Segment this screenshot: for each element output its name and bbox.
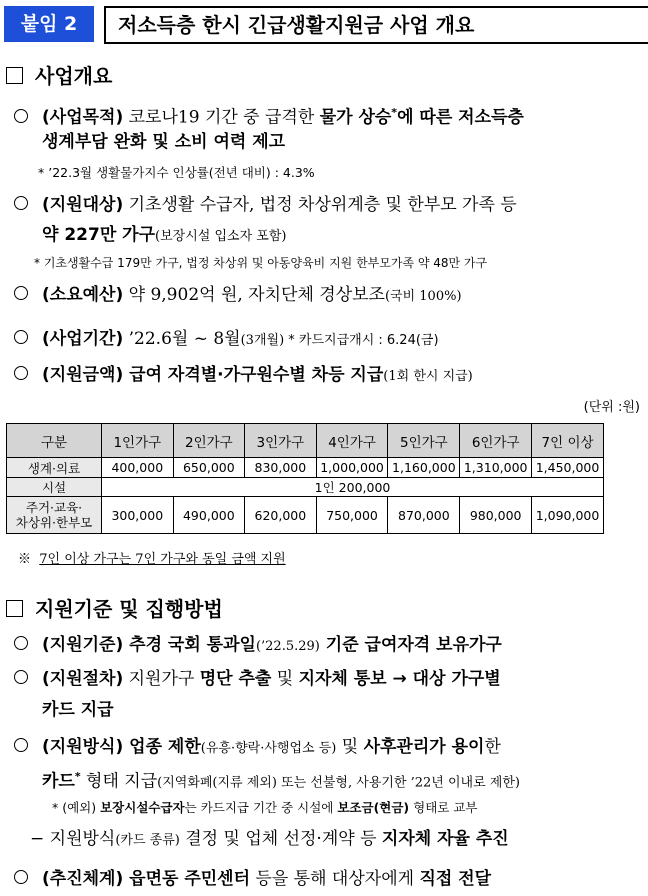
method-sub-bold: 지자체 자율 추진 — [381, 829, 509, 849]
row-label-line1: 주거·교육· — [25, 500, 83, 515]
method-line2-bold: 카드 — [42, 771, 75, 792]
section-title: 지원기준 및 집행방법 — [35, 597, 223, 621]
dash-bullet: − — [30, 829, 45, 849]
table-row — [7, 458, 604, 478]
table-header-cell: 1인가구 — [102, 424, 174, 458]
asterisk-mark: * — [391, 106, 398, 119]
circle-bullet-icon — [14, 109, 28, 123]
period-item — [14, 326, 439, 354]
system-label: (추진체계) — [42, 869, 124, 889]
footnote-mark: ※ — [18, 552, 32, 567]
table-header-cell: 3인가구 — [245, 424, 317, 458]
criteria-bold-2: 기준 급여자격 보유가구 — [319, 635, 502, 655]
method-sub-small: (카드 종류) — [115, 833, 180, 848]
budget-label: (소요예산) — [42, 285, 124, 305]
circle-bullet-icon — [14, 738, 28, 752]
circle-bullet-icon — [14, 636, 28, 650]
unit-label: (단위 :원) — [583, 400, 640, 415]
section-method-heading — [6, 593, 223, 622]
method-sub-text-2: 결정 및 업체 선정·계약 등 — [179, 829, 382, 849]
method-label: (지원방식) — [42, 737, 124, 757]
method-text-2: 한 — [484, 737, 501, 757]
table-cell: 1,450,000 — [532, 458, 604, 478]
row-label-line2: 차상위·한부모 — [15, 515, 93, 530]
purpose-note: * ’22.3월 생활물가지수 인상률(전년 대비) : 4.3% — [38, 165, 315, 180]
system-item — [14, 866, 491, 892]
note-text: 형태로 교부 — [409, 800, 478, 815]
amount-label: (지원금액) — [42, 365, 124, 385]
note-text: 는 카드지급 기간 중 시설에 — [184, 800, 338, 815]
procedure-bold: 명단 추출 — [199, 669, 272, 689]
table-cell: 830,000 — [245, 458, 317, 478]
method-item — [14, 734, 501, 762]
amount-small: (1회 한시 지급) — [383, 369, 473, 384]
page-title: 저소득층 한시 긴급생활지원금 사업 개요 — [104, 6, 648, 44]
method-small: (유흥·향락·사행업소 등) — [200, 741, 337, 756]
method-bold-2: 사후관리가 용이 — [363, 737, 485, 757]
circle-bullet-icon — [14, 366, 28, 380]
method-line2 — [42, 764, 520, 797]
table-cell: 1인 200,000 — [102, 478, 604, 497]
criteria-label: (지원기준) — [42, 635, 124, 655]
table-footnote — [18, 548, 286, 567]
target-bold: 약 227만 가구 — [42, 225, 156, 245]
purpose-item — [14, 100, 524, 131]
circle-bullet-icon — [14, 330, 28, 344]
table-header-cell: 6인가구 — [460, 424, 532, 458]
procedure-label: (지원절차) — [42, 669, 124, 689]
criteria-bold: 추경 국회 통과일 — [123, 635, 256, 655]
section-title: 사업개요 — [35, 64, 113, 88]
procedure-item — [14, 666, 501, 692]
circle-bullet-icon — [14, 670, 28, 684]
circle-bullet-icon — [14, 196, 28, 210]
period-small: (3개월) — [240, 333, 285, 348]
system-bold-2: 직접 전달 — [419, 869, 492, 889]
method-bold: 업종 제한 — [123, 737, 201, 757]
procedure-text: 지원가구 — [123, 669, 200, 689]
table-cell: 870,000 — [388, 497, 460, 534]
period-label: (사업기간) — [42, 329, 124, 349]
amount-bold: 급여 자격별·가구원수별 차등 지급 — [123, 365, 384, 385]
table-cell: 750,000 — [316, 497, 388, 534]
table-cell: 650,000 — [173, 458, 245, 478]
method-sub-item — [30, 826, 509, 854]
table-header-row — [7, 424, 604, 458]
budget-item — [14, 282, 462, 310]
amount-item — [14, 362, 473, 390]
target-label: (지원대상) — [42, 195, 124, 215]
square-bullet-icon — [6, 67, 23, 84]
row-label: 생계·의료 — [7, 458, 102, 478]
table-cell: 1,160,000 — [388, 458, 460, 478]
row-label: 시설 — [7, 478, 102, 497]
table-cell: 980,000 — [460, 497, 532, 534]
target-line2 — [42, 222, 286, 250]
attachment-tag: 붙임 2 — [4, 6, 94, 42]
table-cell: 1,310,000 — [460, 458, 532, 478]
criteria-small: (’22.5.29) — [255, 639, 320, 654]
method-text: 및 — [336, 737, 364, 757]
target-text: 기초생활 수급자, 법정 차상위계층 및 한부모 가족 등 — [123, 195, 517, 215]
table-row — [7, 497, 604, 534]
method-sub-text: 지원방식 — [44, 829, 116, 849]
budget-small: (국비 100%) — [384, 289, 462, 304]
table-cell: 300,000 — [102, 497, 174, 534]
table-header-cell: 2인가구 — [173, 424, 245, 458]
procedure-line2: 카드 지급 — [42, 700, 114, 720]
criteria-item — [14, 632, 502, 660]
system-text: 등을 통해 대상자에게 — [250, 869, 420, 889]
target-item — [14, 192, 517, 218]
purpose-bold: 물가 상승 — [319, 107, 392, 128]
table-header-cell: 5인가구 — [388, 424, 460, 458]
system-bold: 읍면동 주민센터 — [123, 869, 251, 889]
table-header-cell: 구분 — [7, 424, 102, 458]
procedure-bold-2: 지자체 통보 → 대상 가구별 — [298, 669, 501, 689]
row-label — [7, 497, 102, 534]
square-bullet-icon — [6, 600, 23, 617]
table-cell: 620,000 — [245, 497, 317, 534]
budget-text: 약 9,902억 원, 자치단체 경상보조 — [123, 285, 385, 305]
purpose-label: (사업목적) — [42, 107, 124, 128]
section-overview-heading — [6, 60, 112, 89]
table-cell: 1,000,000 — [316, 458, 388, 478]
target-note: * 기초생활수급 179만 가구, 법정 차상위 및 아동양육비 지원 한부모가족 약 48만 가구 — [34, 256, 488, 270]
method-line2-small: (지역화폐(지류 제외) 또는 선불형, 사용기한 ’22년 이내로 제한) — [157, 775, 520, 791]
period-text: ’22.6월 ~ 8월 — [123, 329, 241, 349]
amount-table — [6, 423, 604, 534]
table-cell: 1,090,000 — [532, 497, 604, 534]
header — [4, 6, 642, 42]
asterisk-mark: * — [74, 770, 81, 783]
method-note — [52, 798, 477, 816]
period-note: * 카드지급개시 : 6.24(금) — [284, 333, 439, 348]
table-row — [7, 478, 604, 497]
procedure-text-2: 및 — [271, 669, 299, 689]
circle-bullet-icon — [14, 286, 28, 300]
target-small: (보장시설 입소자 포함) — [155, 229, 287, 244]
table-cell: 490,000 — [173, 497, 245, 534]
method-line2-text: 형태 지급 — [80, 771, 158, 792]
table-header-cell: 4인가구 — [316, 424, 388, 458]
table-header-cell: 7인 이상 — [532, 424, 604, 458]
circle-bullet-icon — [14, 870, 28, 884]
purpose-text: 코로나19 기간 중 급격한 — [123, 107, 320, 128]
note-bold: 보장시설수급자 — [100, 800, 185, 815]
purpose-line2: 생계부담 완화 및 소비 여력 제고 — [42, 132, 286, 152]
footnote-text: 7인 이상 가구는 7인 가구와 동일 금액 지원 — [39, 552, 286, 567]
note-bold: 보조금(현금) — [337, 800, 410, 815]
note-text: * (예외) — [52, 800, 101, 815]
purpose-bold-2: 에 따른 저소득층 — [397, 107, 524, 128]
table-cell: 400,000 — [102, 458, 174, 478]
